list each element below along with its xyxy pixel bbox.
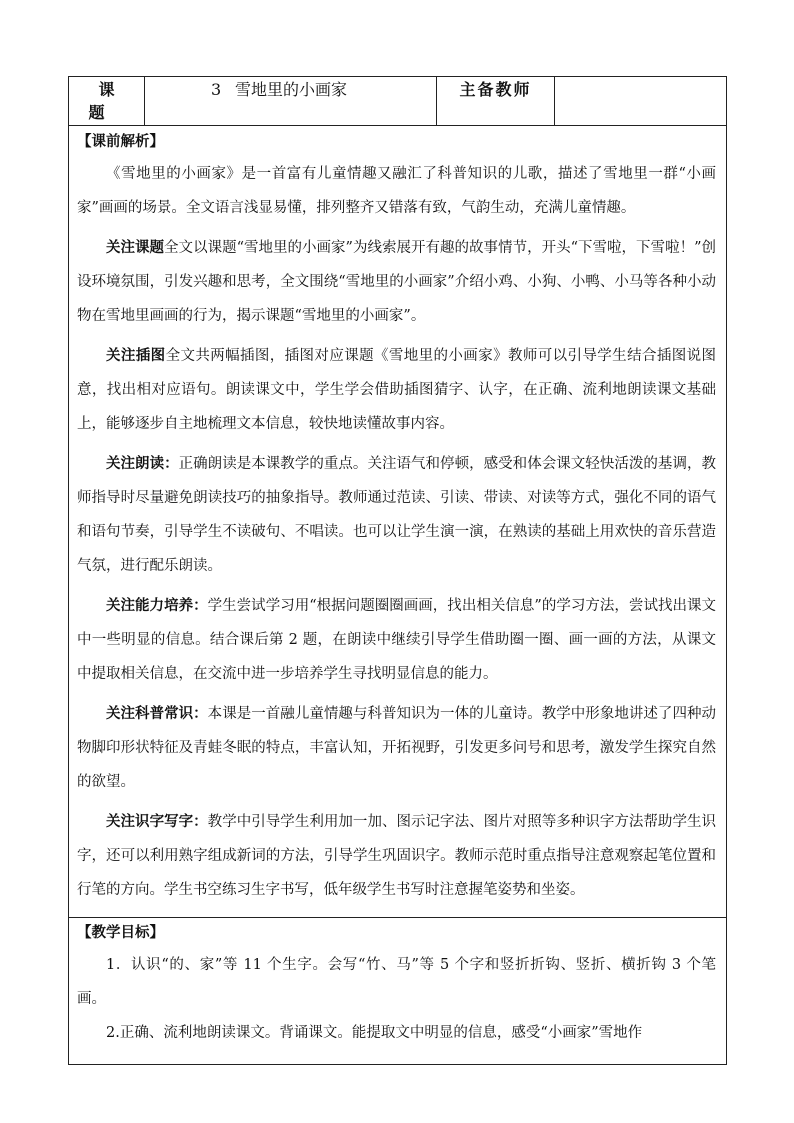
topic-label: 课 题 (69, 77, 145, 126)
analysis-intro: 《雪地里的小画家》是一首富有儿童情趣又融汇了科普知识的儿歌，描述了雪地里一群“小画家”画画的场景。全文语言浅显易懂，排列整齐又错落有致，气韵生动，充满儿童情趣。 (77, 166, 716, 216)
focus-reading-text: 正确朗读是本课教学的重点。关注语气和停顿，感受和体会课文轻快活泼的基调，教师指导时尽量避免朗读技巧的抽象指导。教师通过范读、引读、带读、对读等方式，强化不同的语气和语句节奏，引导学生不读破句、不唱读。也可以让学生演一演，在熟读的基础上用欢快的音乐营造气氛，进行配乐朗读。 (77, 456, 716, 574)
goal-item: 2.正确、流利地朗读课文。背诵课文。能提取文中明显的信息，感受“小画家”雪地作 (106, 1025, 643, 1041)
focus-literacy-paragraph (77, 805, 716, 907)
focus-ability-text: 学生尝试学习用“根据问题圈圈画画，找出相关信息”的学习方法，尝试找出课文中一些明显的信息。结合课后第 2 题，在朗读中继续引导学生借助圈一圈、画一画的方法，从课文中提取相关信息，在交流中进一步培养学生寻找明显信息的能力。 (77, 598, 717, 682)
focus-reading-paragraph (77, 447, 716, 583)
goals-row (69, 918, 727, 1065)
focus-science-paragraph (77, 697, 716, 799)
header-row (69, 77, 727, 126)
goal-item: 1．认识“的、家”等 11 个生字。会写“竹、马”等 5 个字和竖折折钩、竖折、横折钩 3 个笔画。 (77, 957, 716, 1007)
lesson-title-cell (145, 77, 437, 126)
focus-illustration-key: 关注插图 (106, 347, 166, 364)
focus-science-key: 关注科普常识： (106, 705, 208, 722)
focus-ability-key: 关注能力培养： (106, 597, 208, 614)
goals-heading: 【教学目标】 (77, 924, 164, 941)
analysis-section (69, 126, 727, 918)
teacher-name (555, 77, 727, 126)
teacher-label: 主备教师 (437, 77, 555, 126)
lesson-title: 雪地里的小画家 (235, 80, 348, 99)
focus-reading-key: 关注朗读： (106, 455, 179, 472)
focus-title-text: 全文以课题“雪地里的小画家”为线索展开有趣的故事情节，开头“下雪啦，下雪啦！”创设环境氛围，引发兴趣和思考，全文围绕“雪地里的小画家”介绍小鸡、小狗、小鸭、小马等各种小动物在雪地里画画的行为，揭示课题“雪地里的小画家”。 (77, 240, 717, 324)
focus-illustration-paragraph (77, 339, 716, 441)
focus-title-paragraph (77, 231, 716, 333)
analysis-row (69, 126, 727, 918)
focus-illustration-text: 全文共两幅插图，插图对应课题《雪地里的小画家》教师可以引导学生结合插图说图意，找出相对应语句。朗读课文中，学生学会借助插图猜字、认字，在正确、流利地朗读课文基础上，能够逐步自主地梳理文本信息，较快地读懂故事内容。 (77, 348, 717, 432)
lesson-number: 3 (211, 80, 222, 99)
analysis-heading: 【课前解析】 (77, 133, 164, 150)
focus-ability-paragraph (77, 589, 716, 691)
focus-science-text: 本课是一首融儿童情趣与科普知识为一体的儿童诗。教学中形象地讲述了四种动物脚印形状特征及青蛙冬眠的特点，丰富认知，开拓视野，引发更多问号和思考，激发学生探究自然的欲望。 (77, 706, 716, 790)
focus-title-key: 关注课题 (106, 239, 165, 256)
focus-literacy-key: 关注识字写字： (106, 813, 208, 830)
goals-section (69, 918, 727, 1065)
focus-literacy-text: 教学中引导学生利用加一加、图示记字法、图片对照等多种识字方法帮助学生识字，还可以利用熟字组成新词的方法，引导学生巩固识字。教师示范时重点指导注意观察起笔位置和行笔的方向。学生书空练习生字书写，低年级学生书写时注意握笔姿势和坐姿。 (77, 814, 716, 898)
lesson-plan-table (68, 76, 727, 1065)
